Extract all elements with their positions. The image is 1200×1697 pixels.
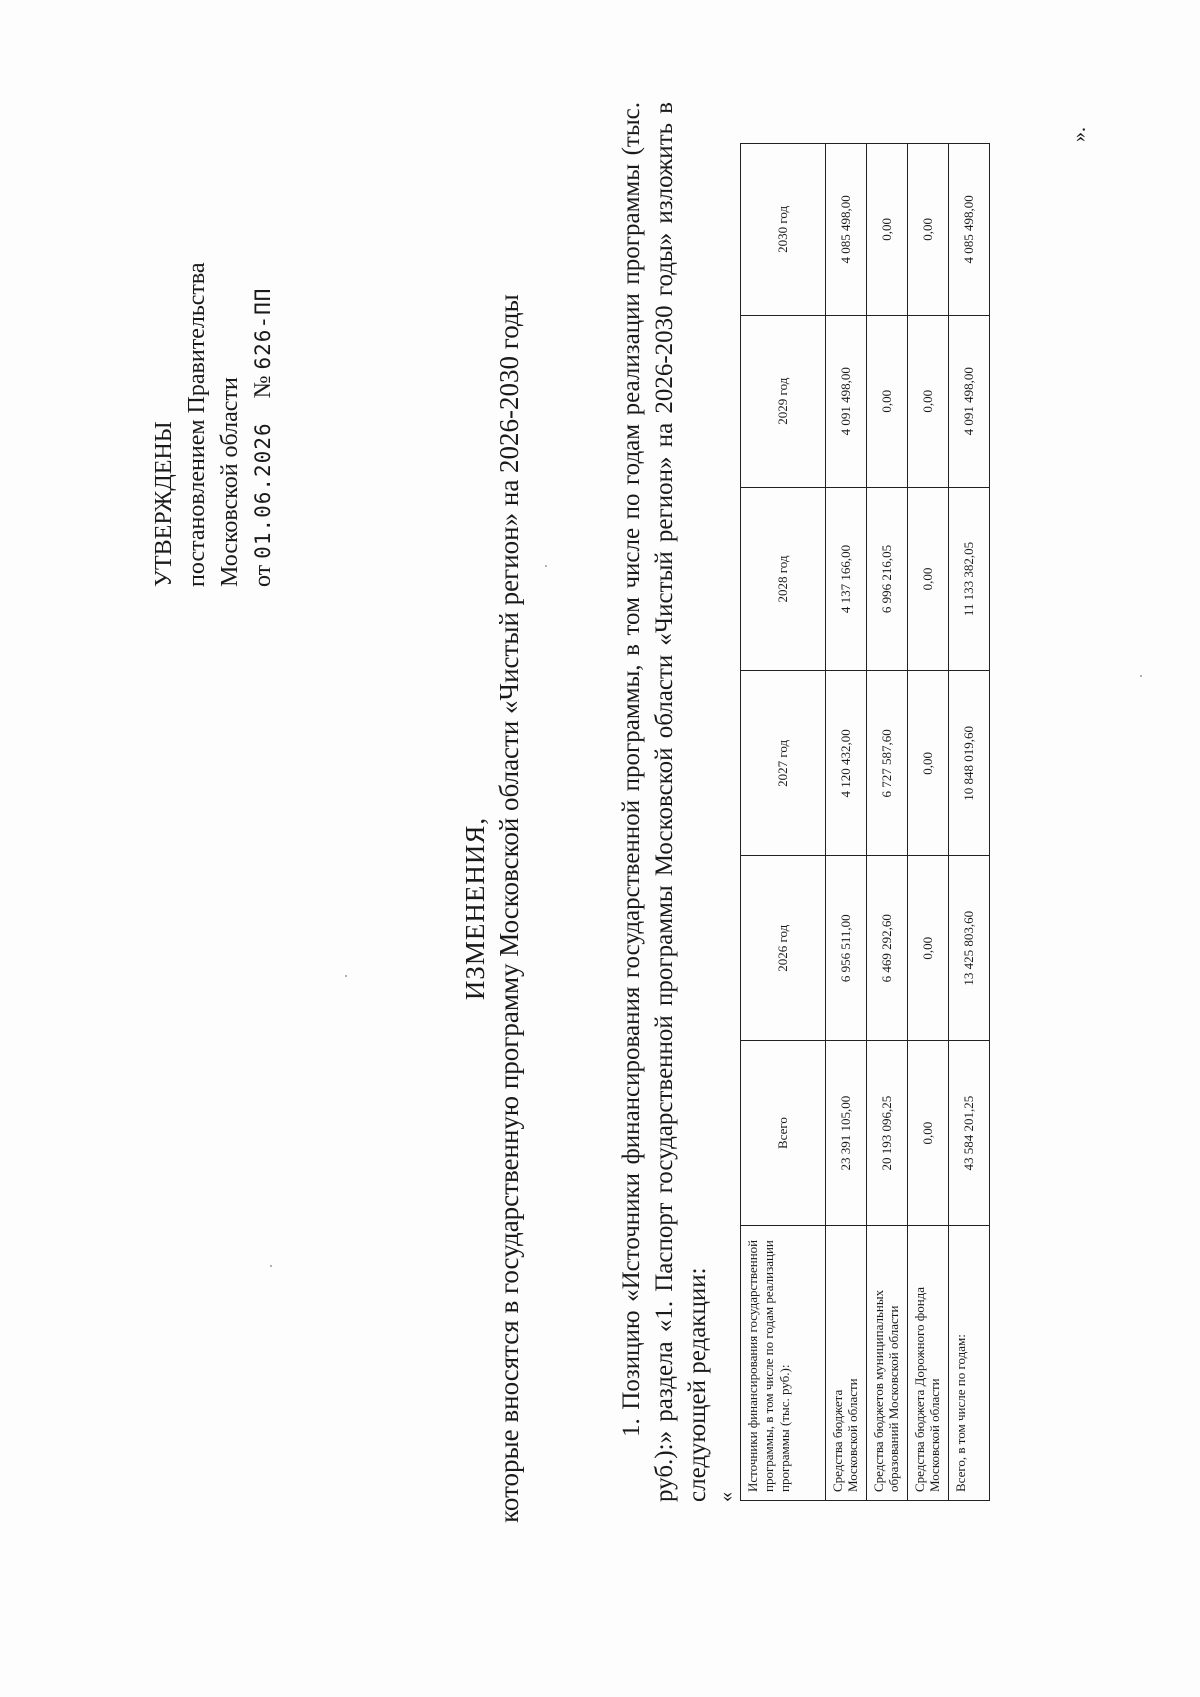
table-header-row: [741, 144, 826, 1501]
row-label: Средства бюджета Дорожного фонда Московской области: [908, 1226, 949, 1501]
document-title: [458, 260, 526, 1557]
header-sources: Источники финансирования государственной программы, в том числе по годам реализации программы (тыс. руб.):: [741, 1226, 826, 1501]
approval-stamp: [148, 262, 280, 587]
table-row: [867, 144, 908, 1501]
cell-total: 20 193 096,25: [867, 1041, 908, 1226]
cell-2027: 6 727 587,60: [867, 671, 908, 856]
date-value: 01.06.2026: [251, 422, 275, 559]
quote-open: «: [715, 1492, 737, 1502]
title-heading: ИЗМЕНЕНИЯ,: [460, 816, 490, 1001]
table-row: [908, 144, 949, 1501]
cell-2026: 6 469 292,60: [867, 856, 908, 1041]
cell-2030: 4 085 498,00: [949, 144, 990, 316]
header-total: Всего: [741, 1041, 826, 1226]
approval-line-government: постановлением Правительства: [184, 262, 210, 587]
cell-2029: 4 091 498,00: [826, 315, 867, 487]
cell-2030: 0,00: [908, 144, 949, 316]
cell-2028: 4 137 166,00: [826, 487, 867, 671]
cell-2028: 11 133 382,05: [949, 487, 990, 671]
cell-2027: 10 848 019,60: [949, 671, 990, 856]
approval-line-region: Московской области: [217, 377, 243, 587]
cell-2026: 13 425 803,60: [949, 856, 990, 1041]
scan-speck: [345, 975, 347, 977]
table-row-total: [949, 144, 990, 1501]
financing-table: [740, 143, 990, 1501]
header-2029: 2029 год: [741, 315, 826, 487]
approval-title: УТВЕРЖДЕНЫ: [151, 421, 177, 587]
row-label: Средства бюджетов муниципальных образований Московской области: [867, 1226, 908, 1501]
table-row: [826, 144, 867, 1501]
scan-speck: [270, 1265, 272, 1267]
intro-paragraph: [615, 102, 714, 1502]
quote-close: ».: [1068, 127, 1090, 142]
cell-2027: 0,00: [908, 671, 949, 856]
number-prefix: №: [250, 375, 276, 399]
cell-total: 43 584 201,25: [949, 1041, 990, 1226]
cell-total: 23 391 105,00: [826, 1041, 867, 1226]
cell-2029: 0,00: [908, 315, 949, 487]
cell-total: 0,00: [908, 1041, 949, 1226]
header-2028: 2028 год: [741, 487, 826, 671]
header-2027: 2027 год: [741, 671, 826, 856]
intro-text: 1. Позицию «Источники финансирования государственной программы, в том числе по годам реализации программы (тыс. руб.):» раздела «1. Паспорт государственной программы Московской области «Чистый регион» на 2026-2030 годы» изложить в следующей редакции:: [618, 102, 711, 1502]
number-value: 626-ПП: [251, 287, 275, 370]
title-subheading: которые вносятся в государственную программу Московской области «Чистый регион» на 2026-2030 годы: [494, 294, 524, 1523]
cell-2030: 0,00: [867, 144, 908, 316]
date-prefix: от: [250, 564, 276, 587]
cell-2027: 4 120 432,00: [826, 671, 867, 856]
row-label: Средства бюджета Московской области: [826, 1226, 867, 1501]
cell-2026: 0,00: [908, 856, 949, 1041]
cell-2026: 6 956 511,00: [826, 856, 867, 1041]
scan-speck: [1140, 675, 1142, 677]
cell-2029: 4 091 498,00: [949, 315, 990, 487]
cell-2028: 0,00: [908, 487, 949, 671]
approval-date-line: [247, 262, 280, 587]
cell-2028: 6 996 216,05: [867, 487, 908, 671]
header-2026: 2026 год: [741, 856, 826, 1041]
cell-2029: 0,00: [867, 315, 908, 487]
cell-2030: 4 085 498,00: [826, 144, 867, 316]
row-label: Всего, в том числе по годам:: [949, 1226, 990, 1501]
scan-speck: [545, 565, 547, 567]
header-2030: 2030 год: [741, 144, 826, 316]
